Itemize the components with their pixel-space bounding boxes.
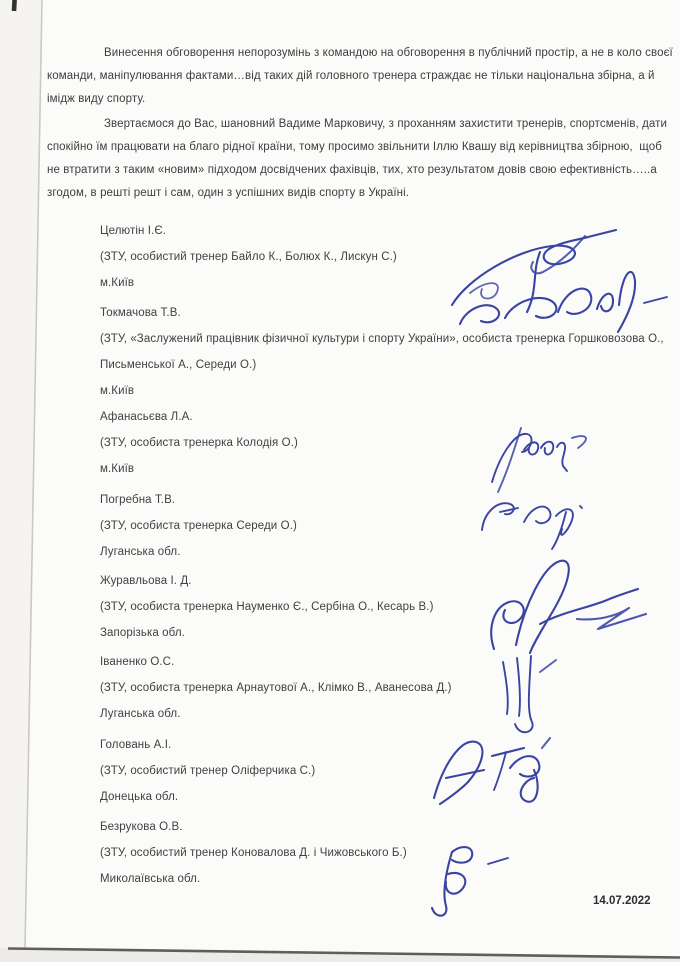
signatory-role: (ЗТУ, особистий тренер Коновалова Д. і Чижовського Б.): [100, 847, 407, 859]
signatory-role: (ЗТУ, особистий тренер Оліферчика С.): [100, 765, 316, 777]
signatory-block-ivanenko: [100, 649, 666, 727]
paragraph-line: Винесення обговорення непорозумінь з командою на обговорення в публічний простір, а не в коло своєї: [104, 47, 673, 59]
signatory-role: (ЗТУ, особиста тренерка Арнаутової А., Клімко В., Аванесова Д.): [100, 682, 452, 694]
signatory-location: Запорізька обл.: [100, 627, 185, 639]
signatory-name: Головань А.І.: [100, 739, 172, 751]
signatory-block-afanasieva: [100, 404, 666, 482]
signatory-location: м.Київ: [100, 277, 135, 289]
signatory-block-tokmachova: [100, 300, 666, 404]
signatory-block-tseliutin: [100, 218, 666, 296]
paragraph-1: [47, 42, 673, 111]
signatory-block-bezrukova: [100, 814, 666, 892]
signatory-name: Целютін І.Є.: [100, 225, 167, 237]
signatory-role: (ЗТУ, особиста тренерка Колодія О.): [100, 437, 298, 449]
signatory-role: Письменської А., Середи О.): [100, 359, 257, 371]
paragraph-line: команди, маніпулювання фактами…від таких дій головного тренера страждає не тільки національна збірна, а й: [47, 70, 655, 82]
signatory-name: Афанасьєва Л.А.: [100, 411, 193, 423]
signatory-block-pohrebna: [100, 487, 666, 565]
signatory-role: (ЗТУ, особистий тренер Байло К., Болюх К., Лискун С.): [100, 251, 397, 263]
signatory-block-holovan: [100, 732, 666, 810]
signatory-location: Луганська обл.: [100, 546, 181, 558]
signatory-name: Токмачова Т.В.: [100, 307, 181, 319]
paragraph-2: [47, 113, 668, 205]
signatory-role: (ЗТУ, особиста тренерка Середи О.): [100, 520, 297, 532]
signatory-location: Миколаївська обл.: [100, 873, 201, 885]
signatory-name: Журавльова І. Д.: [100, 575, 192, 587]
paragraph-line: не втратити з таким «новим» підходом досвідчених фахівців, тих, хто результатом довів свою ефективність…..а: [47, 164, 657, 176]
letter-date: 14.07.2022: [593, 895, 651, 907]
signatory-block-zhuravlova: [100, 568, 666, 646]
signatory-name: Безрукова О.В.: [100, 821, 183, 833]
signatory-role: (ЗТУ, особиста тренерка Науменко Є., Сербіна О., Кесарь В.): [100, 601, 434, 613]
paragraph-line: спокійно їм працювати на благо рідної країни, тому просимо звільнити Іллю Квашу від керівництва збірною, щоб: [47, 141, 662, 153]
signatory-location: м.Київ: [100, 463, 135, 475]
signatory-location: м.Київ: [100, 385, 135, 397]
signatory-role: (ЗТУ, «Заслужений працівник фізичної культури і спорту України», особиста тренерка Горшковозова О.,: [100, 333, 664, 345]
paragraph-line: згодом, в решті решт і сам, один з успішних видів спорту в Україні.: [47, 187, 410, 199]
paragraph-line: Звертаємося до Вас, шановний Вадиме Марковичу, з проханням захистити тренерів, спортсменів, дати: [104, 118, 668, 130]
signatory-name: Іваненко О.С.: [100, 656, 175, 668]
signatory-location: Донецька обл.: [100, 791, 179, 803]
signatory-location: Луганська обл.: [100, 708, 181, 720]
signatory-name: Погребна Т.В.: [100, 494, 176, 506]
paragraph-line: імідж виду спорту.: [47, 93, 146, 105]
